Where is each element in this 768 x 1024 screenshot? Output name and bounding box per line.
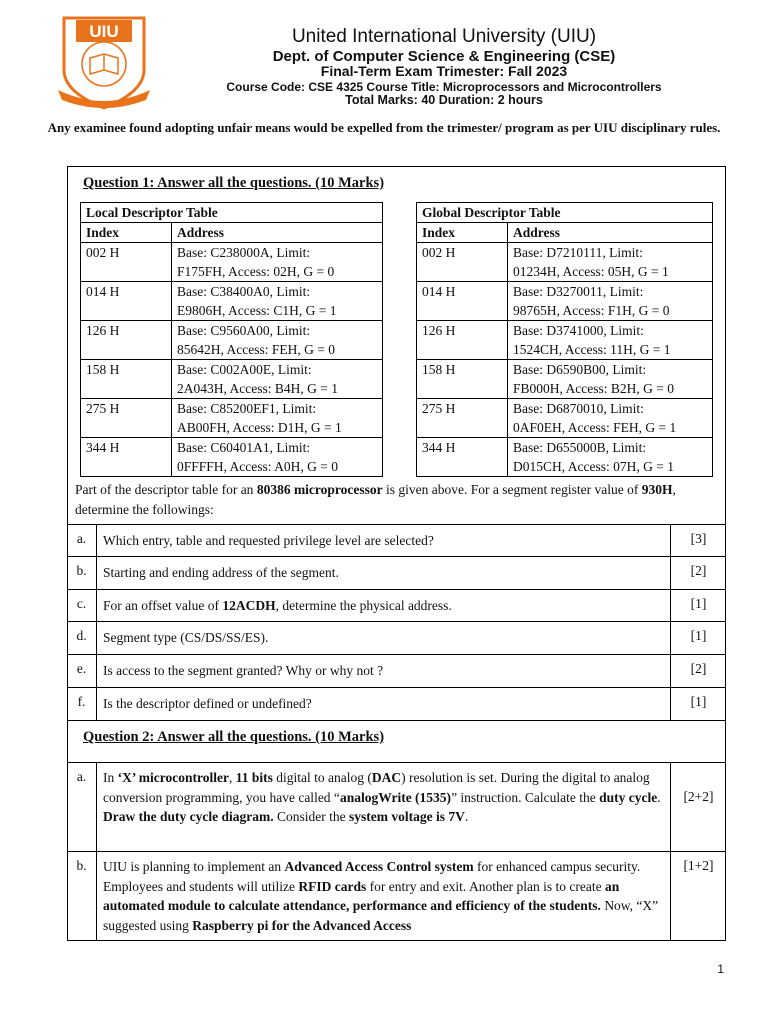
ldt-address-cell: Base: C002A00E, Limit: 2A043H, Access: B4H, G = 1 (172, 360, 383, 399)
part-text: Is the descriptor defined or undefined? (103, 696, 312, 711)
question-2-title: Question 2: Answer all the questions. (10 Marks) (83, 729, 385, 745)
part-label: b. (67, 852, 97, 941)
unfair-means-warning: Any examinee found adopting unfair means would be expelled from the trimester/ program as per UIU disciplinary rules. (47, 120, 721, 135)
department-name: Dept. of Computer Science & Engineering (CSE) (272, 48, 616, 65)
ldt-header-index: Index (81, 223, 172, 243)
global-descriptor-table (416, 202, 713, 477)
ldt-row (81, 399, 383, 438)
ldt-index-cell: 014 H (81, 282, 172, 321)
gdt-address-cell: Base: D3270011, Limit: 98765H, Access: F1H, G = 0 (508, 282, 713, 321)
part-label: a. (67, 525, 97, 556)
gdt-index-cell: 158 H (417, 360, 508, 399)
university-name: United International University (UIU) (291, 26, 597, 47)
part-label: b. (67, 557, 97, 589)
part-marks: [1] (670, 590, 726, 621)
gdt-index-cell: 014 H (417, 282, 508, 321)
q1-part-e (67, 654, 726, 687)
part-marks: [1] (670, 688, 726, 720)
local-descriptor-table (80, 202, 383, 477)
gdt-row (417, 243, 713, 282)
ldt-address-cell: Base: C9560A00, Limit: 85642H, Access: FEH, G = 0 (172, 321, 383, 360)
question-1-intro: Part of the descriptor table for an 80386 microprocessor is given above. For a segment register value of 930H, determine the followings: (75, 482, 676, 517)
gdt-index-cell: 275 H (417, 399, 508, 438)
part-text: For an offset value of 12ACDH, determine the physical address. (103, 598, 452, 613)
ldt-row (81, 438, 383, 477)
marks-duration: Total Marks: 40 Duration: 2 hours (345, 93, 543, 107)
part-text: Starting and ending address of the segment. (103, 565, 339, 580)
part-text: Segment type (CS/DS/SS/ES). (103, 630, 269, 645)
ldt-address-cell: Base: C85200EF1, Limit: AB00FH, Access: D1H, G = 1 (172, 399, 383, 438)
part-marks: [2+2] (670, 763, 726, 851)
part-marks: [1+2] (670, 852, 726, 941)
q1-part-f (67, 687, 726, 720)
gdt-index-cell: 344 H (417, 438, 508, 477)
ldt-row (81, 321, 383, 360)
ldt-row (81, 360, 383, 399)
ldt-row (81, 243, 383, 282)
uiu-logo (56, 12, 152, 112)
part-text: Is access to the segment granted? Why or why not ? (103, 663, 384, 678)
gdt-row (417, 438, 713, 477)
gdt-address-cell: Base: D6590B00, Limit: FB000H, Access: B2H, G = 0 (508, 360, 713, 399)
gdt-header-index: Index (417, 223, 508, 243)
gdt-address-cell: Base: D6870010, Limit: 0AF0EH, Access: FEH, G = 1 (508, 399, 713, 438)
ldt-address-cell: Base: C238000A, Limit: F175FH, Access: 02H, G = 0 (172, 243, 383, 282)
ldt-index-cell: 126 H (81, 321, 172, 360)
ldt-row (81, 282, 383, 321)
ldt-address-cell: Base: C60401A1, Limit: 0FFFFH, Access: A0H, G = 0 (172, 438, 383, 477)
ldt-index-cell: 002 H (81, 243, 172, 282)
gdt-address-cell: Base: D3741000, Limit: 1524CH, Access: 11H, G = 1 (508, 321, 713, 360)
part-label: a. (67, 763, 97, 851)
gdt-row (417, 360, 713, 399)
ldt-index-cell: 158 H (81, 360, 172, 399)
q2-part-b (67, 851, 726, 941)
gdt-header-address: Address (508, 223, 713, 243)
part-label: f. (67, 688, 97, 720)
q1-part-d (67, 621, 726, 654)
gdt-index-cell: 002 H (417, 243, 508, 282)
gdt-row (417, 321, 713, 360)
ldt-index-cell: 344 H (81, 438, 172, 477)
gdt-caption: Global Descriptor Table (417, 203, 713, 223)
ldt-header-address: Address (172, 223, 383, 243)
part-label: c. (67, 590, 97, 621)
part-label: d. (67, 622, 97, 654)
gdt-address-cell: Base: D7210111, Limit: 01234H, Access: 05H, G = 1 (508, 243, 713, 282)
page-number: 1 (717, 962, 724, 976)
q1-part-b (67, 556, 726, 589)
part-text: Which entry, table and requested privilege level are selected? (103, 533, 434, 548)
svg-text:UIU: UIU (89, 22, 119, 41)
gdt-row (417, 282, 713, 321)
gdt-row (417, 399, 713, 438)
gdt-address-cell: Base: D655000B, Limit: D015CH, Access: 07H, G = 1 (508, 438, 713, 477)
part-text: UIU is planning to implement an Advanced Access Control system for enhanced campus security. Employees and students will utilize RFID cards for entry and exit. Another plan is to create an automated module to calculate attendance, performance and efficiency of the students. Now, “X” suggested using Raspberry pi for the Advanced Access (103, 859, 659, 933)
ldt-address-cell: Base: C38400A0, Limit: E9806H, Access: C1H, G = 1 (172, 282, 383, 321)
ldt-caption: Local Descriptor Table (81, 203, 383, 223)
part-marks: [2] (670, 557, 726, 589)
q1-part-c (67, 589, 726, 621)
q2-part-a (67, 762, 726, 851)
part-label: e. (67, 655, 97, 687)
part-marks: [3] (670, 525, 726, 556)
gdt-index-cell: 126 H (417, 321, 508, 360)
question-1-title: Question 1: Answer all the questions. (10 Marks) (83, 175, 385, 191)
ldt-index-cell: 275 H (81, 399, 172, 438)
part-marks: [1] (670, 622, 726, 654)
exam-title: Final-Term Exam Trimester: Fall 2023 (320, 63, 568, 79)
course-info: Course Code: CSE 4325 Course Title: Microprocessors and Microcontrollers (226, 80, 662, 94)
part-text: In ‘X’ microcontroller, 11 bits digital to analog (DAC) resolution is set. During the digital to analog conversion programming, you have called “analogWrite (1535)” instruction. Calculate the duty cycle. Draw the duty cycle diagram. Consider the system voltage is 7V. (103, 770, 661, 824)
part-marks: [2] (670, 655, 726, 687)
q1-part-a (67, 524, 726, 556)
